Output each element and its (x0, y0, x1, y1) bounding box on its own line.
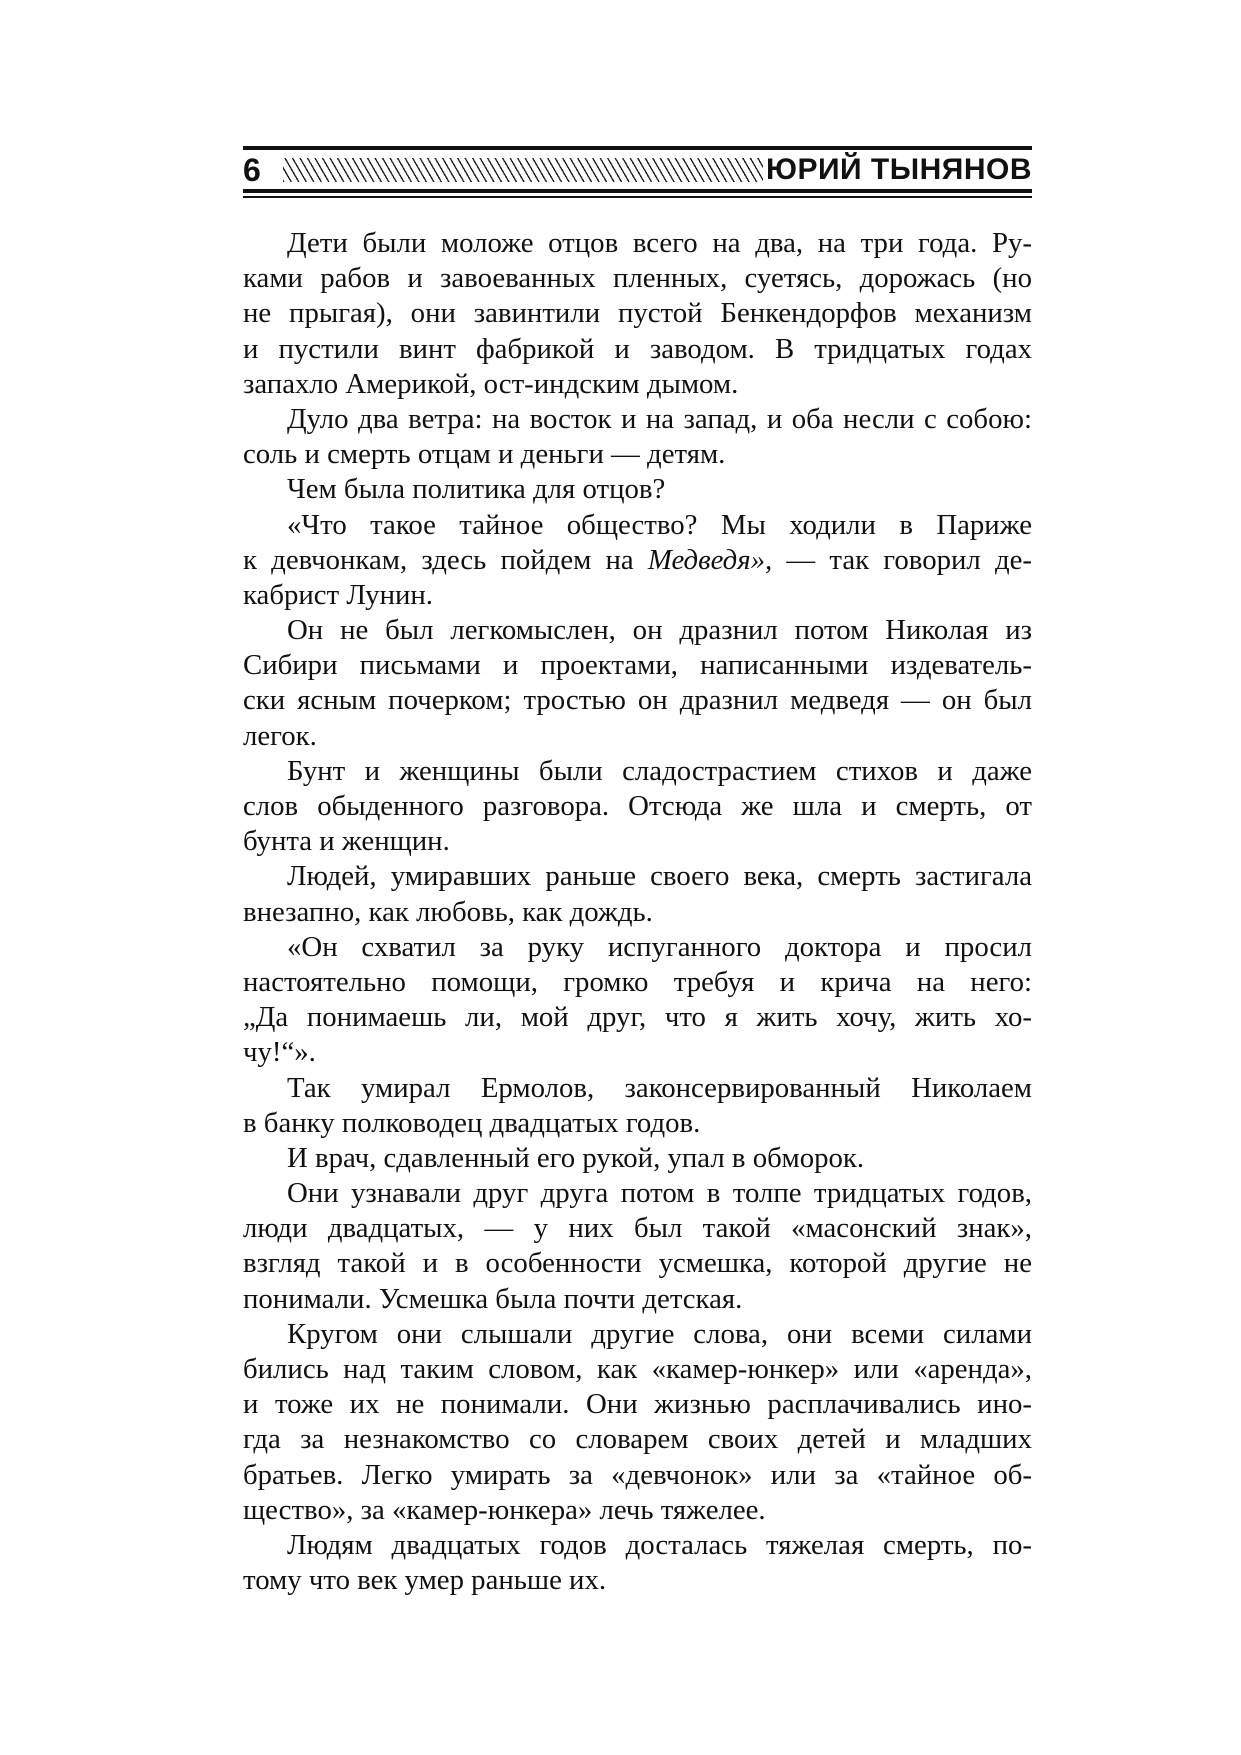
text-line: «Он схватил за руку испуганного доктора и просил (287, 930, 1032, 963)
text-line: Бунт и женщины были сладострастием стихов и даже (287, 754, 1032, 787)
text-line: кабрист Лунин. (243, 578, 434, 611)
text-line: Сибири письмами и проектами, написанными издеватель- (243, 649, 1032, 682)
text-line: Дети были моложе отцов всего на два, на три года. Ру- (287, 227, 1032, 259)
text-line: Людям двадцатых годов досталась тяжелая смерть, по- (287, 1528, 1032, 1561)
text-line: слов обыденного разговора. Отсюда же шла и смерть, от (243, 790, 1032, 822)
text-line: взгляд такой и в особенности усмешка, которой другие не (243, 1247, 1032, 1280)
text-line: И врач, сдавленный его рукой, упал в обморок. (287, 1141, 865, 1174)
text-line: Они узнавали друг друга потом в толпе тридцатых годов, (287, 1177, 1032, 1210)
text-line: люди двадцатых, — у них был такой «масонский знак», (243, 1212, 1032, 1245)
text-line: в банку полководец двадцатых годов. (243, 1106, 701, 1139)
paragraph (243, 1528, 1032, 1598)
text-line: бились над таким словом, как «камер-юнкер» или «аренда», (243, 1353, 1032, 1385)
text-line: чу!“». (243, 1036, 316, 1069)
paragraph (243, 1071, 1032, 1141)
paragraph (243, 402, 1032, 472)
text-line: соль и смерть отцам и деньги — детям. (243, 438, 726, 471)
running-header (243, 146, 1032, 196)
text-line-mixed (243, 543, 1032, 578)
text-line: и пустили винт фабрикой и заводом. В тридцатых годах (243, 332, 1032, 365)
text-line: Так умирал Ермолов, законсервированный Николаем (287, 1071, 1032, 1104)
header-hatch-ornament (283, 158, 763, 182)
text-line: бунта и женщин. (243, 825, 450, 858)
text-line: настоятельно помощи, громко требуя и крича на него: (243, 965, 1032, 998)
header-bottom-thin-rule (243, 196, 1032, 198)
text-line: запахло Америкой, ост-индским дымом. (243, 367, 739, 400)
paragraph (243, 1141, 1032, 1176)
text-line: Он не был легкомыслен, он дразнил потом Николая из (287, 614, 1032, 647)
text-line: понимали. Усмешка была почти детская. (243, 1282, 743, 1315)
text-line: тому что век умер раньше их. (243, 1564, 607, 1597)
text-line: гда за незнакомство со словарем своих детей и младших (243, 1423, 1032, 1456)
text-line: Дуло два ветра: на восток и на запад, и оба несли с собою: (287, 402, 1032, 435)
text-line: внезапно, как любовь, как дождь. (243, 895, 653, 928)
paragraph (243, 508, 1032, 614)
text-line: щество», за «камер-юнкера» лечь тяжелее. (243, 1493, 766, 1526)
paragraph (243, 859, 1032, 929)
text-line: „Да понимаешь ли, мой друг, что я жить хочу, жить хо- (243, 1001, 1032, 1034)
text-line: братьев. Легко умирать за «девчонок» или за «тайное об- (243, 1458, 1032, 1491)
text-line: не прыгая), они завинтили пустой Бенкендорфов механизм (243, 297, 1032, 330)
text-line: ками рабов и завоеванных пленных, суетясь, дорожась (но (243, 262, 1032, 295)
text-line: и тоже их не понимали. Они жизнью расплачивались ино- (243, 1388, 1032, 1421)
paragraph (243, 613, 1032, 754)
text-run: к девчонкам, здесь пойдем на (243, 543, 648, 576)
paragraph (243, 930, 1032, 1071)
header-top-rule (243, 146, 1032, 150)
header-bottom-rule (243, 189, 1032, 193)
text-line: Людей, умиравших раньше своего века, смерть застигала (287, 860, 1032, 893)
italic-title: Медведя», (647, 543, 773, 576)
paragraph (243, 1176, 1032, 1317)
text-line: ски ясным почерком; тростью он дразнил медведя — он был (243, 684, 1032, 717)
page-number: 6 (243, 152, 261, 188)
text-line: «Что такое тайное общество? Мы ходили в Париже (287, 508, 1032, 541)
running-header-author: ЮРИЙ ТЫНЯНОВ (766, 153, 1032, 186)
text-line: Кругом они слышали другие слова, они всеми силами (287, 1317, 1032, 1350)
paragraph (243, 226, 1032, 402)
text-line: Чем была политика для отцов? (287, 473, 666, 506)
text-run: — так говорил де- (772, 543, 1032, 576)
text-line: легок. (243, 719, 317, 752)
paragraph (243, 472, 1032, 507)
paragraph (243, 1317, 1032, 1528)
page-body (243, 226, 1032, 1598)
paragraph (243, 754, 1032, 860)
